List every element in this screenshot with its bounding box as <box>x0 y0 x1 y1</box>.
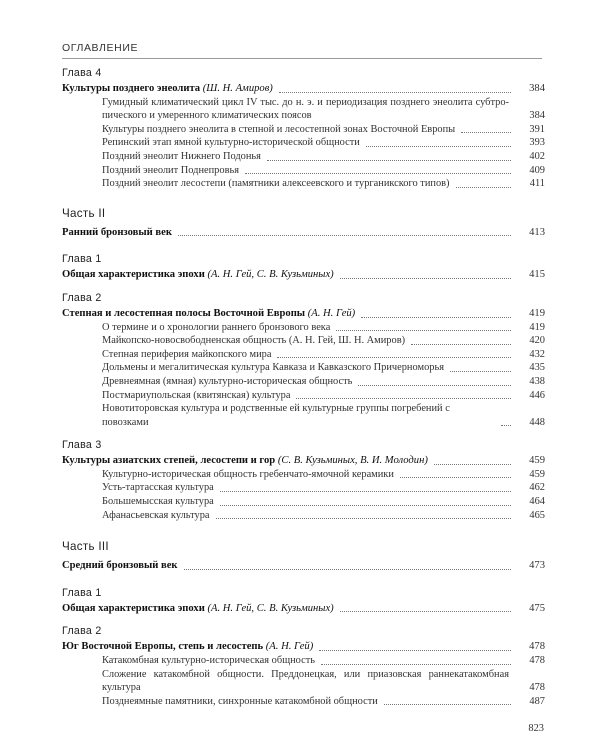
entry-authors: (А. Н. Гей) <box>265 641 314 653</box>
entry-title-text: Степная периферия майкопского мира <box>102 348 272 360</box>
entry-authors: (С. В. Кузьминых, В. И. Молодин) <box>277 455 428 467</box>
entry-title-text: Поздний энеолит Нижнего Подонья <box>102 150 261 162</box>
entry-title-text: Гумидный климатический цикл IV тыс. до н. э. и периодизация позднего энеолита субтропического и умеренного климатических поясов <box>102 96 509 122</box>
entry-title <box>102 334 405 348</box>
toc-main-entry <box>62 640 545 654</box>
entry-page-number: 420 <box>529 335 545 347</box>
chapter-heading: Глава 3 <box>62 439 102 452</box>
toc-sub-entry <box>62 321 545 335</box>
entry-page-number: 478 <box>529 641 545 653</box>
entry-title-text: Юг Восточной Европы, степь и лесостепь <box>62 641 264 653</box>
entry-page-number: 478 <box>529 655 545 667</box>
dot-leader <box>321 664 511 665</box>
entry-page-number: 402 <box>529 150 545 162</box>
dot-leader <box>319 650 511 651</box>
toc-sub-entry <box>62 177 545 191</box>
table-of-contents <box>62 67 545 708</box>
dot-leader <box>296 398 511 399</box>
entry-title <box>102 668 519 695</box>
entry-title <box>102 348 271 362</box>
entry-page-number: 462 <box>529 482 545 494</box>
entry-title-text: Большемысская культура <box>102 496 214 508</box>
entry-authors: (А. Н. Гей, С. В. Кузьминых) <box>207 602 334 614</box>
toc-main-entry <box>62 268 545 282</box>
entry-title <box>62 82 273 96</box>
entry-page-number: 413 <box>529 226 545 238</box>
entry-title <box>102 136 360 150</box>
running-head: ОГЛАВЛЕНИЕ <box>62 42 139 54</box>
toc-main-entry <box>62 226 545 240</box>
toc-sub-entry <box>62 695 545 709</box>
entry-title-text: Степная и лесостепная полосы Восточной Европы <box>62 307 306 319</box>
entry-title-text: О термине и о хронологии раннего бронзового века <box>102 321 331 333</box>
entry-page-number: 391 <box>529 123 545 135</box>
entry-title-text: Поздний энеолит Поднепровья <box>102 164 239 176</box>
entry-title-text: Культуры позднего энеолита в степной и лесостепной зонах Восточной Европы <box>102 123 456 135</box>
toc-sub-entry <box>62 136 545 150</box>
dot-leader <box>216 518 512 519</box>
entry-title <box>102 468 394 482</box>
dot-leader <box>411 344 511 345</box>
header-divider <box>62 58 542 59</box>
toc-sub-entry <box>62 668 545 695</box>
entry-page-number: 419 <box>529 321 545 333</box>
entry-title <box>102 375 352 389</box>
chapter-heading: Глава 1 <box>62 253 102 266</box>
toc-main-entry <box>62 82 545 96</box>
entry-title <box>102 123 455 137</box>
dot-leader <box>366 146 511 147</box>
entry-page-number: 384 <box>529 110 545 122</box>
toc-sub-entry <box>62 654 545 668</box>
entry-page-number: 438 <box>529 375 545 387</box>
entry-title <box>102 402 495 429</box>
entry-title <box>102 495 214 509</box>
entry-title-text: Ранний бронзовый век <box>62 226 172 238</box>
entry-title <box>62 559 178 573</box>
toc-sub-entry <box>62 361 545 375</box>
dot-leader <box>336 330 511 331</box>
entry-page-number: 415 <box>529 269 545 281</box>
entry-title-text: Афанасьевская культура <box>102 509 210 521</box>
chapter-heading: Глава 2 <box>62 291 102 304</box>
chapter-heading: Глава 1 <box>62 586 102 599</box>
entry-page-number: 465 <box>529 509 545 521</box>
entry-title <box>102 695 378 709</box>
entry-page-number: 448 <box>529 416 545 428</box>
toc-sub-entry <box>62 150 545 164</box>
entry-page-number: 464 <box>529 496 545 508</box>
dot-leader <box>340 611 511 612</box>
entry-title <box>102 389 290 403</box>
dot-leader <box>400 477 511 478</box>
entry-page-number: 459 <box>529 468 545 480</box>
entry-title-text: Культуры позднего энеолита <box>62 83 201 94</box>
toc-sub-entry <box>62 468 545 482</box>
dot-leader <box>184 569 511 570</box>
entry-title-text: Культуры азиатских степей, лесостепи и гор <box>62 455 276 467</box>
dot-leader <box>384 704 511 705</box>
entry-title-text: Средний бронзовый век <box>62 560 178 572</box>
entry-page-number: 475 <box>529 602 545 614</box>
toc-sub-entry <box>62 123 545 137</box>
dot-leader <box>220 505 511 506</box>
entry-title-text: Усть-тартасская культура <box>102 482 214 494</box>
toc-sub-entry <box>62 375 545 389</box>
entry-page-number: 411 <box>529 178 545 190</box>
entry-title <box>102 654 315 668</box>
entry-page-number: 384 <box>529 83 545 94</box>
entry-title-text: Постмариупольская (квитянская) культура <box>102 389 291 401</box>
entry-title <box>102 96 519 123</box>
entry-page-number: 419 <box>529 307 545 319</box>
entry-title-text: Репинский этап ямной культурно-исторической общности <box>102 137 360 149</box>
entry-title-text: Позднеямные памятники, синхронные катакомбной общности <box>102 695 378 707</box>
entry-title-text: Катакомбная культурно-историческая общность <box>102 655 316 667</box>
toc-main-entry <box>62 602 545 616</box>
toc-sub-entry <box>62 509 545 523</box>
dot-leader <box>277 357 511 358</box>
dot-leader <box>361 317 511 318</box>
toc-sub-entry <box>62 495 545 509</box>
entry-page-number: 409 <box>529 164 545 176</box>
toc-main-entry <box>62 454 545 468</box>
toc-sub-entry <box>62 389 545 403</box>
dot-leader <box>220 491 511 492</box>
dot-leader <box>340 278 511 279</box>
entry-title <box>102 321 330 335</box>
entry-page-number: 459 <box>529 455 545 467</box>
entry-title <box>102 481 214 495</box>
toc-sub-entry <box>62 481 545 495</box>
entry-page-number: 473 <box>529 560 545 572</box>
entry-page-number: 478 <box>529 682 545 694</box>
entry-title <box>62 602 334 616</box>
entry-authors: (А. Н. Гей) <box>307 307 356 319</box>
part-heading: Часть III <box>62 540 109 554</box>
chapter-heading: Глава 4 <box>62 67 102 79</box>
entry-title <box>102 150 261 164</box>
part-heading: Часть II <box>62 206 106 220</box>
toc-sub-entry <box>62 334 545 348</box>
dot-leader <box>461 132 511 133</box>
entry-title-text: Древнеямная (ямная) культурно-историческая общность <box>102 375 353 387</box>
entry-title <box>62 307 355 321</box>
entry-authors: (А. Н. Гей, С. В. Кузьминых) <box>207 269 334 281</box>
entry-title-text: Майкопско-новосвободненская общность (А. Н. Гей, Ш. Н. Амиров) <box>102 335 406 347</box>
chapter-heading: Глава 2 <box>62 625 102 638</box>
entry-title <box>102 177 450 191</box>
entry-page-number: 435 <box>529 362 545 374</box>
entry-title <box>102 509 210 523</box>
entry-title <box>102 361 444 375</box>
entry-page-number: 487 <box>529 695 545 707</box>
toc-main-entry <box>62 307 545 321</box>
entry-title <box>62 268 334 282</box>
entry-title <box>62 226 172 240</box>
entry-page-number: 446 <box>529 389 545 401</box>
toc-sub-entry <box>62 348 545 362</box>
entry-title-text: Сложение катакомбной общности. Преддонецкая, или приазовская раннекатакомбная культура <box>102 668 509 694</box>
dot-leader <box>358 385 511 386</box>
dot-leader <box>279 92 511 93</box>
entry-title <box>62 640 313 654</box>
entry-title-text: Новотиторовская культура и родственные ей культурные группы погребений с повозками <box>102 403 450 428</box>
dot-leader <box>245 173 511 174</box>
dot-leader <box>450 371 511 372</box>
dot-leader <box>434 464 511 465</box>
dot-leader <box>267 160 511 161</box>
entry-title-text: Общая характеристика эпохи <box>62 269 205 281</box>
dot-leader <box>178 235 511 236</box>
entry-title-text: Общая характеристика эпохи <box>62 602 205 614</box>
toc-sub-entry <box>62 402 545 429</box>
entry-page-number: 432 <box>529 348 545 360</box>
entry-page-number: 393 <box>529 137 545 149</box>
entry-title <box>102 164 239 178</box>
entry-title-text: Поздний энеолит лесостепи (памятники алексеевского и турганикского типов) <box>102 178 450 190</box>
entry-title <box>62 454 428 468</box>
entry-title-text: Дольмены и мегалитическая культура Кавказа и Кавказского Причерноморья <box>102 362 444 374</box>
toc-main-entry <box>62 559 545 573</box>
toc-sub-entry <box>62 96 545 123</box>
toc-sub-entry <box>62 164 545 178</box>
page-number: 823 <box>528 723 544 734</box>
entry-authors: (Ш. Н. Амиров) <box>202 83 273 94</box>
entry-title-text: Культурно-историческая общность гребенчато-ямочной керамики <box>102 468 394 480</box>
dot-leader <box>456 187 511 188</box>
dot-leader <box>501 425 511 426</box>
